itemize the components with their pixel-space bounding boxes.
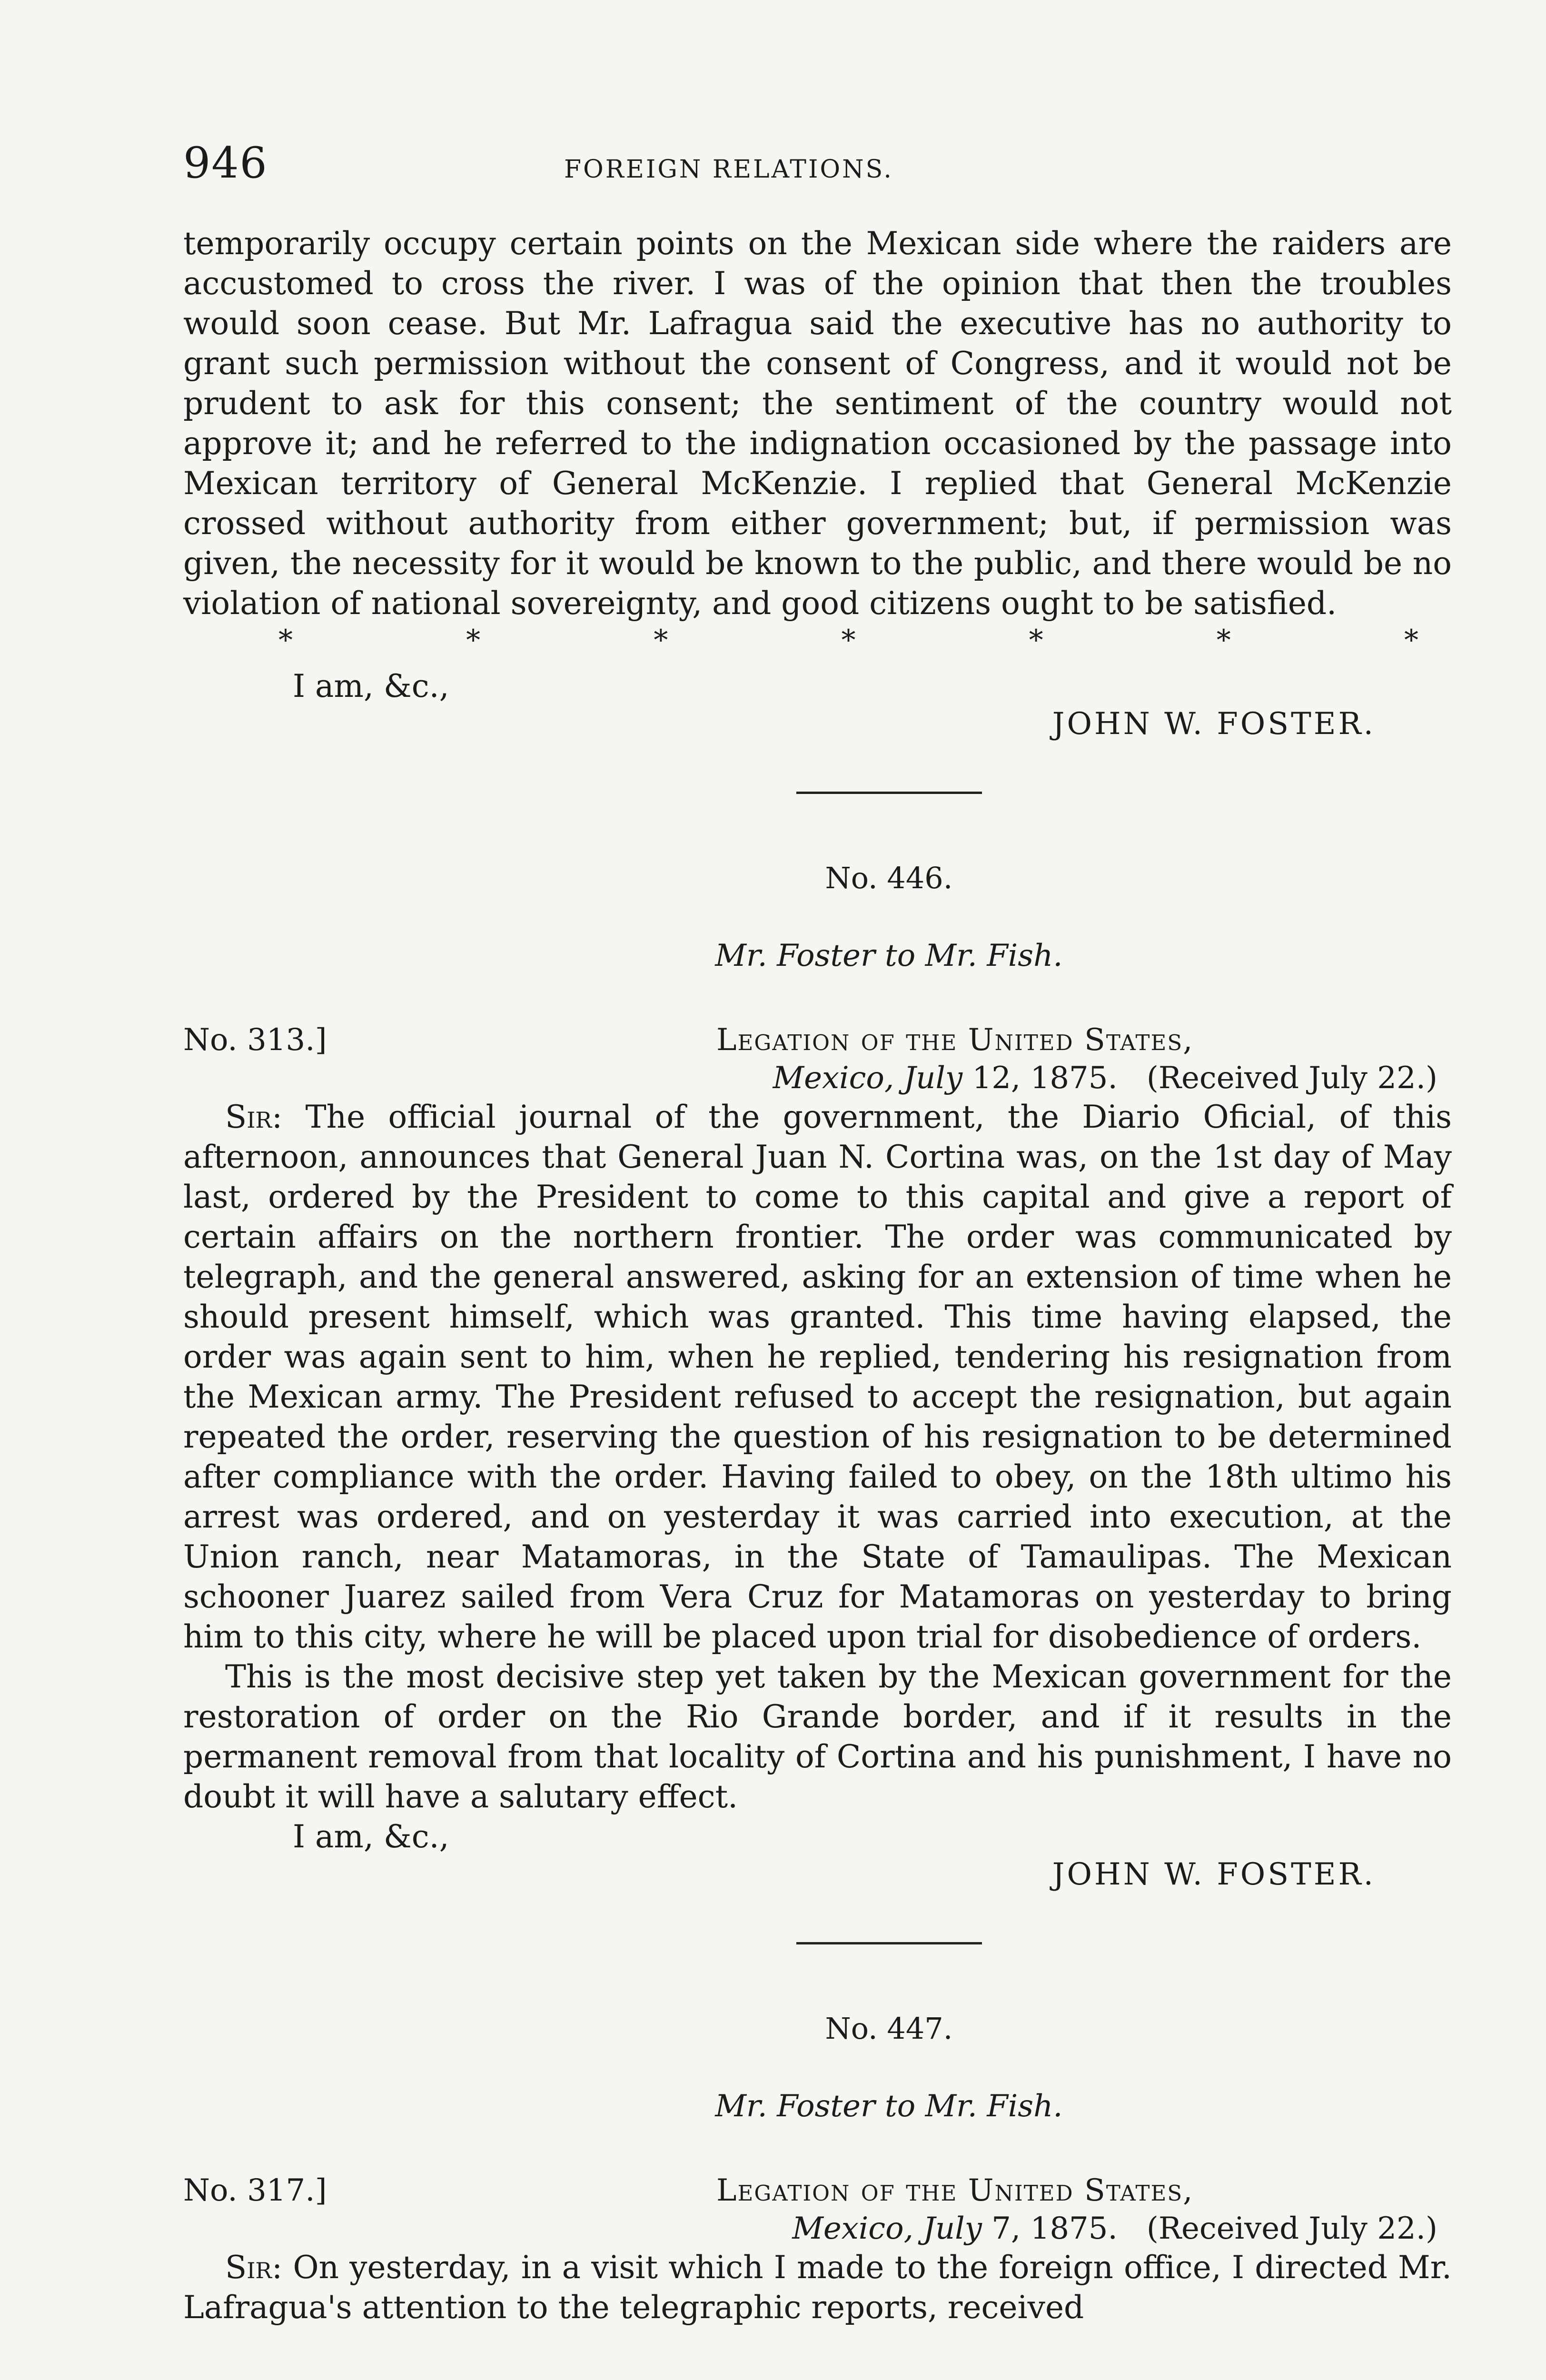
section-divider [796,792,982,794]
date-place: Mexico, July [792,2211,982,2246]
body-paragraph [183,2248,1452,2328]
page-number: 946 [183,138,268,188]
running-title: FOREIGN RELATIONS. [564,155,893,184]
date: 7, 1875. [991,2211,1118,2246]
dispatch-line [183,1021,1452,1059]
received-note: (Received July 22.) [1146,2211,1437,2246]
salutation: Sir: [225,2249,283,2286]
closing: I am, &c., [293,668,449,704]
ellipsis-stars [183,624,1452,657]
star: * [1404,624,1418,657]
document-title: Mr. Foster to Mr. Fish. [715,938,1063,973]
star: * [841,624,856,657]
document-number: No. 447. [825,2011,953,2046]
date-place: Mexico, July [773,1061,963,1096]
page-header [183,138,1452,188]
received-note: (Received July 22.) [1146,1061,1437,1096]
signature: JOHN W. FOSTER. [1052,706,1376,742]
dispatch-number: No. 317.] [183,2173,327,2208]
body-paragraph: This is the most decisive step yet taken by the Mexican government for the restoration of order on the Rio Grande border, and if it results in the permanent removal from that locality of Cortina and his punishment, I have no doubt it will have a salutary effect. [183,1658,1452,1815]
document-page [183,138,1452,2328]
closing: I am, &c., [293,1818,449,1855]
section-divider [796,1942,982,1944]
star: * [1029,624,1043,657]
star: * [466,624,481,657]
salutation: Sir: [225,1099,283,1135]
date: 12, 1875. [972,1061,1118,1096]
body-paragraph [183,1097,1452,1657]
document-title: Mr. Foster to Mr. Fish. [715,2089,1063,2124]
star: * [1216,624,1231,657]
paragraph-text: On yesterday, in a visit which I made to the foreign office, I directed Mr. Lafragua's attention to the telegraphic reports, received [183,2249,1452,2326]
star: * [278,624,293,657]
legation-heading: Legation of the United States, [716,2173,1194,2208]
dateline [183,1059,1452,1097]
dispatch-number: No. 313.] [183,1022,327,1058]
continuation-paragraph: temporarily occupy certain points on the Mexican side where the raiders are accustomed to cross the river. I was of the opinion that then the troubles would soon cease. But Mr. Lafragua said the executive has no authority to grant such permission without the consent of Congress, and it would not be prudent to ask for this consent; the sentiment of the country would not approve it; and he referred to the indignation occasioned by the passage into Mexican territory of General McKenzie. I replied that General McKenzie crossed without authority from either government; but, if permission was given, the necessity for it would be known to the public, and there would be no violation of national sovereignty, and good citizens ought to be satisfied. [183,225,1452,622]
dispatch-line [183,2172,1452,2210]
star: * [654,624,668,657]
signature: JOHN W. FOSTER. [1052,1857,1376,1892]
paragraph-text: The official journal of the government, the Diario Oficial, of this afternoon, announces that General Juan N. Cortina was, on the 1st day of May last, ordered by the President to come to this capital and give a report of certain affairs on the northern frontier. The order was communicated by telegraph, and the general answered, asking for an extension of time when he should present himself, which was granted. This time having elapsed, the order was again sent to him, when he replied, tendering his resignation from the Mexican army. The President refused to accept the resignation, but again repeated the order, reserving the question of his resignation to be determined after compliance with the order. Having failed to obey, on the 18th ultimo his arrest was ordered, and on yesterday it was carried into execution, at the Union ranch, near Matamoras, in the State of Tamaulipas. The Mexican schooner Juarez sailed from Vera Cruz for Matamoras on yesterday to bring him to this city, where he will be placed upon trial for disobedience of orders. [183,1099,1452,1655]
dateline [183,2210,1452,2248]
document-number: No. 446. [825,861,953,895]
legation-heading: Legation of the United States, [716,1022,1194,1058]
